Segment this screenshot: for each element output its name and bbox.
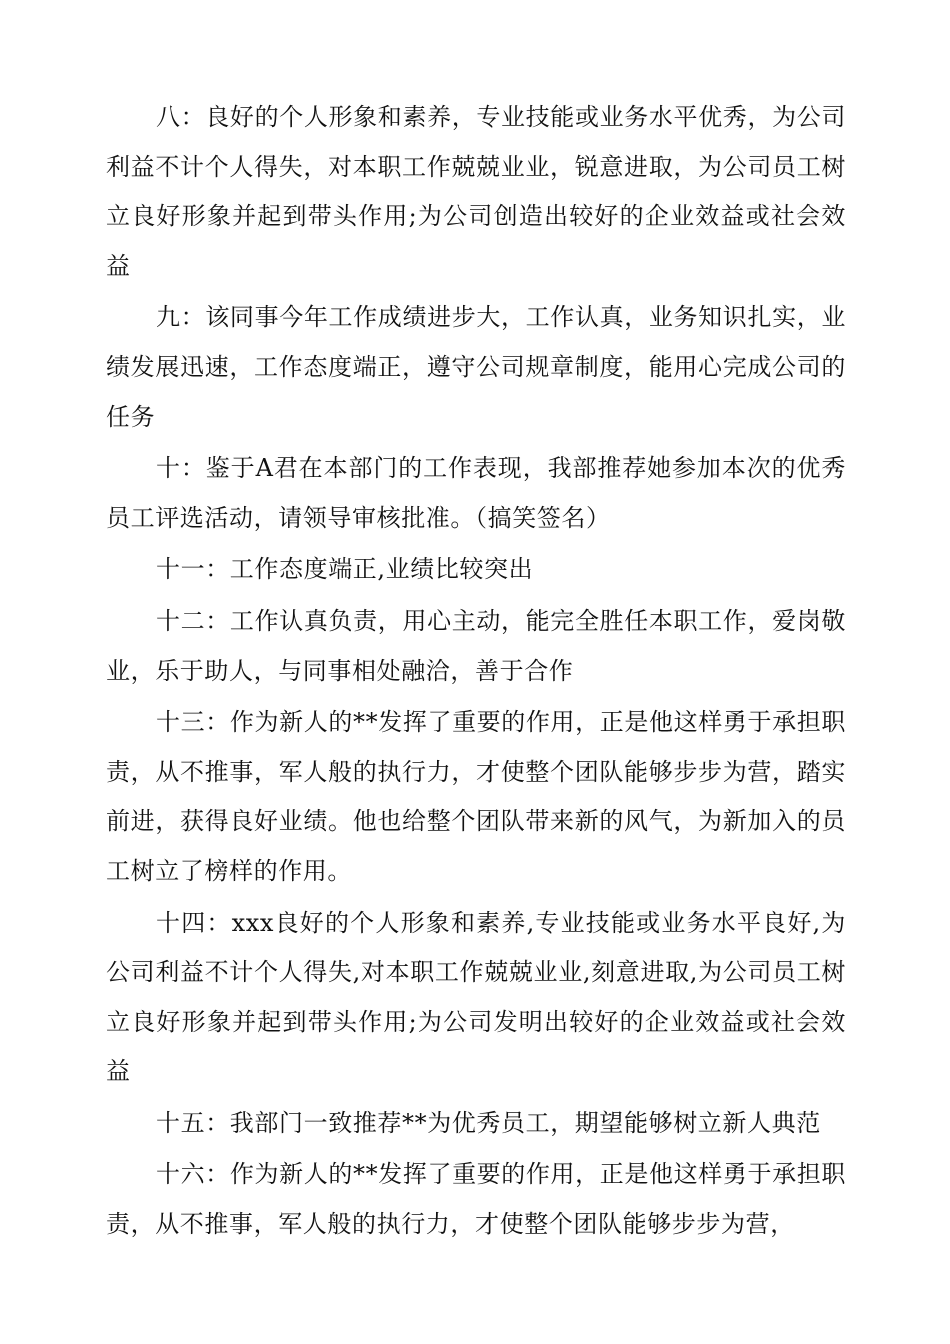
paragraph-16: 十六：作为新人的**发挥了重要的作用，正是他这样勇于承担职责，从不推事，军人般的执行力，才使整个团队能够步步为营， (106, 1160, 846, 1239)
paragraph-9: 九：该同事今年工作成绩进步大，工作认真，业务知识扎实，业绩发展迅速，工作态度端正，遵守公司规章制度，能用心完成公司的任务 (106, 303, 846, 431)
paragraph-13: 十三：作为新人的**发挥了重要的作用，正是他这样勇于承担职责，从不推事，军人般的执行力，才使整个团队能够步步为营，踏实前进，获得良好业绩。他也给整个团队带来新的风气，为新加入的员工树立了榜样的作用。 (106, 708, 846, 885)
document-body (106, 93, 846, 1252)
paragraph-8: 八：良好的个人形象和素养，专业技能或业务水平优秀，为公司利益不计个人得失，对本职工作兢兢业业，锐意进取，为公司员工树立良好形象并起到带头作用;为公司创造出较好的企业效益或社会效益 (106, 103, 846, 280)
paragraph-10: 十：鉴于A君在本部门的工作表现，我部推荐她参加本次的优秀员工评选活动，请领导审核批准。（搞笑签名） (106, 454, 846, 532)
paragraph-12: 十二：工作认真负责，用心主动，能完全胜任本职工作，爱岗敬业，乐于助人，与同事相处融洽，善于合作 (106, 606, 846, 685)
paragraph-14: 十四：xxx良好的个人形象和素养,专业技能或业务水平良好,为公司利益不计个人得失,对本职工作兢兢业业,刻意进取,为公司员工树立良好形象并起到带头作用;为公司发明出较好的企业效益或社会效益 (106, 908, 846, 1086)
paragraph-11: 十一：工作态度端正,业绩比较突出 (156, 555, 534, 584)
paragraph-15: 十五：我部门一致推荐**为优秀员工，期望能够树立新人典范 (156, 1108, 821, 1137)
